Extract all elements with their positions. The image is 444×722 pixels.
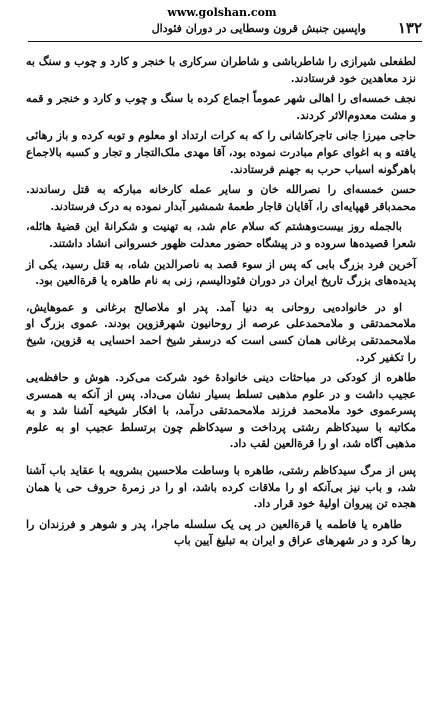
running-title: واپسین جنبش قرون وسطایی در دوران فئودال <box>151 22 366 35</box>
running-header <box>28 19 422 42</box>
paragraph-4: حسن خمسه‌ای را نصرالله خان و سایر عمله کارخانه مبارکه به قتل رساندند. محمدباقر قهپایه‌ای را، آقایان قاجار طعمهٔ شمشیر آبدار نموده به درک فرستادند. <box>26 183 416 213</box>
paragraph-5: بالجمله روز بیست‌وهشتم که سلام عام شد، به تهنیت و شکرانهٔ این قضیهٔ هائله، شعرا قصیده‌ها سروده و در پیشگاه حضور معدلت ظهور خسروانی انشاد داشتند. <box>26 220 416 250</box>
paragraph-1: لطفعلی شیرازی را شاطرباشی و شاطران سرکاری با خنجر و کارد و چوب و سنگ به نزد معاهدین خود فرستادند. <box>26 55 416 85</box>
paragraph-10: طاهره یا فاطمه یا قرةالعین در پی یک سلسله ماجرا، پدر و شوهر و فرزندان را رها کرد و در شهرهای عراق و ایران به تبلیغ آیین باب <box>26 517 416 548</box>
page-number: ۱۳۲ <box>397 19 422 37</box>
paragraph-8: طاهره از کودکی در مباحثات دینی خانوادهٔ خود شرکت می‌کرد. هوش و حافظه‌یی عجیب داشت و در علوم مذهبی تسلط بسیار نشان می‌داد. پس از آنکه به همسری پسرعموی خود ملامحمد فرزند ملامحمدتقی درآمد، با افکار شیخیه آشنا شد و به مکاتبه با سیدکاظم رشتی پرداخت و سیدکاظم چون برتسلط عجیب او به علوم مذهبی آگاه شد، او را قرةالعین لقب داد. <box>26 371 416 451</box>
paragraph-7: او در خانواده‌یی روحانی به دنیا آمد. پدر او ملاصالح برغانی و عموهایش، ملامحمدتقی و ملامحمدعلی عرصه از روحانیون شهرقزوین بودند. عموی بزرگ او ملامحمدتقی برغانی همان کسی است که درسفر شیخ احمد احسایی به قزوین، شیخ را تکفیر کرد. <box>26 300 416 364</box>
paragraph-3: حاجی میرزا جانی تاجرکاشانی را که به کرات ارتداد او معلوم و توبه کرده و باز رهائی یافته و به اغوای عوام مبادرت نموده بود، آقا مهدی ملک‌التجار و تجار و کسبه بالاجماع باهرگونه اسباب حرب به جهنم فرستادند. <box>26 129 416 176</box>
paragraph-2: نجف خمسه‌ای را اهالی شهر عموماً اجماع کرده با سنگ و چوب و کارد و خنجر و قمه و مشت معدوم‌الاثر کردند. <box>26 92 416 122</box>
page-body <box>26 54 416 554</box>
paragraph-6: آخرین فرد بزرگ بابی که پس از سوء قصد به ناصرالدین شاه، به قتل رسید، یکی از پدیده‌های بزرگ تاریخ ایران در دوران فئودالیسم، زنی به نام طاهره یا قرةالعین بود. <box>26 257 416 288</box>
site-url: www.golshan.com <box>167 6 277 19</box>
paragraph-9: پس از مرگ سیدکاظم رشتی، طاهره با وساطت ملاحسین بشرویه با عقاید باب آشنا شد، و باب نیز بی‌آنکه او را ملاقات کرده باشد، او را در زمرهٔ حروف حی یا همان هجده تن پیروان اولیهٔ خود قرار داد. <box>26 464 416 511</box>
